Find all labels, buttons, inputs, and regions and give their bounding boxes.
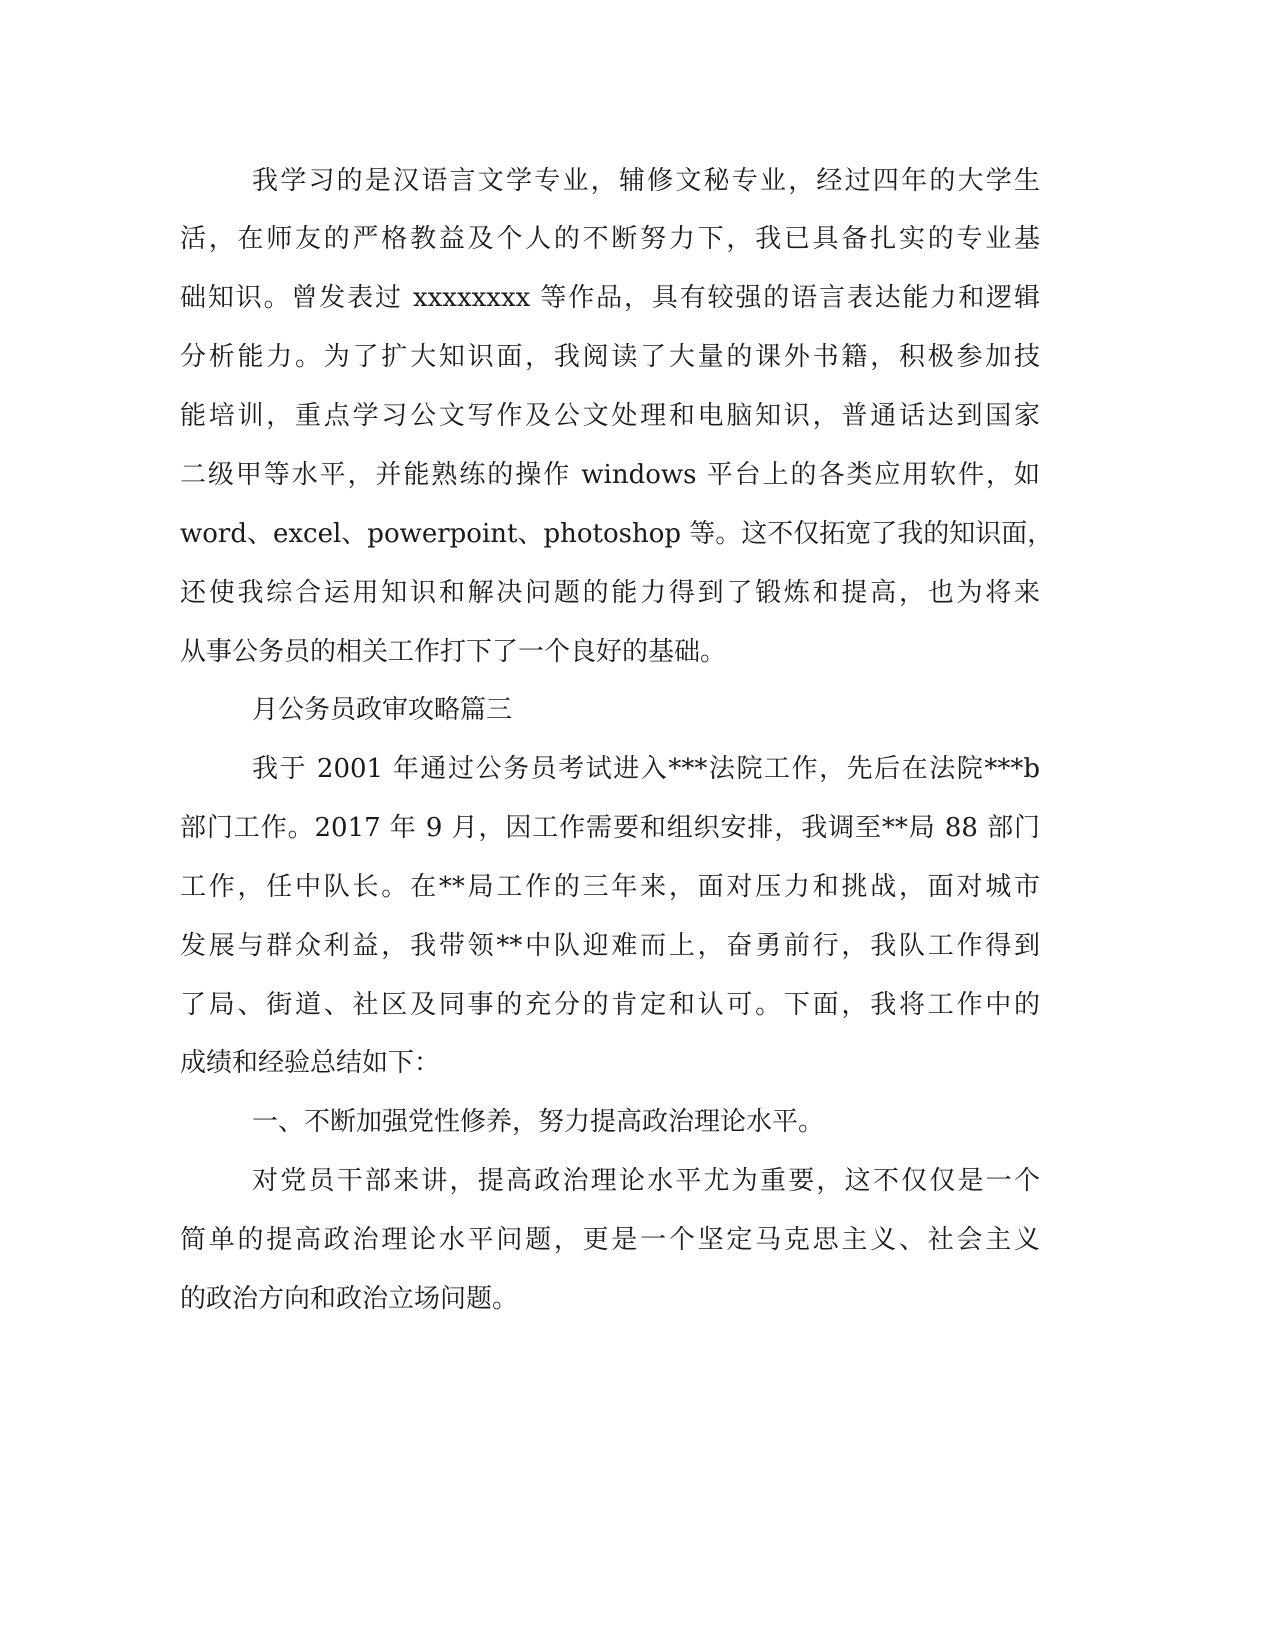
paragraph-line: 二级甲等水平，并能熟练的操作 windows 平台上的各类应用软件，如 bbox=[180, 460, 1040, 490]
paragraph-line: 部门工作。2017 年 9 月，因工作需要和组织安排，我调至**局 88 部门 bbox=[180, 813, 1040, 843]
paragraph-line: 简单的提高政治理论水平问题，更是一个坚定马克思主义、社会主义 bbox=[180, 1225, 1040, 1255]
paragraph-line: 还使我综合运用知识和解决问题的能力得到了锻炼和提高，也为将来 bbox=[180, 578, 1040, 608]
paragraph-line: 我于 2001 年通过公务员考试进入***法院工作，先后在法院***b bbox=[252, 754, 1040, 784]
paragraph-line: 从事公务员的相关工作打下了一个良好的基础。 bbox=[180, 637, 727, 667]
paragraph-line: 我学习的是汉语言文学专业，辅修文秘专业，经过四年的大学生 bbox=[252, 166, 1040, 196]
paragraph-line: 成绩和经验总结如下： bbox=[180, 1048, 441, 1078]
paragraph-line: 了局、街道、社区及同事的充分的肯定和认可。下面，我将工作中的 bbox=[180, 990, 1040, 1020]
paragraph-line: 对党员干部来讲，提高政治理论水平尤为重要，这不仅仅是一个 bbox=[252, 1166, 1040, 1196]
paragraph-line: word、excel、powerpoint、photoshop 等。这不仅拓宽了我的知识面， bbox=[180, 519, 1054, 549]
paragraph-line: 础知识。曾发表过 xxxxxxxx 等作品，具有较强的语言表达能力和逻辑 bbox=[180, 283, 1040, 313]
paragraph-line: 的政治方向和政治立场问题。 bbox=[180, 1284, 519, 1314]
paragraph-line: 工作，任中队长。在**局工作的三年来，面对压力和挑战，面对城市 bbox=[180, 872, 1040, 902]
section-heading: 月公务员政审攻略篇三 bbox=[252, 695, 513, 725]
section-subheading: 一、不断加强党性修养，努力提高政治理论水平。 bbox=[252, 1107, 825, 1137]
paragraph-line: 发展与群众利益，我带领**中队迎难而上，奋勇前行，我队工作得到 bbox=[180, 931, 1040, 961]
paragraph-line: 活，在师友的严格教益及个人的不断努力下，我已具备扎实的专业基 bbox=[180, 224, 1040, 254]
paragraph-line: 分析能力。为了扩大知识面，我阅读了大量的课外书籍，积极参加技 bbox=[180, 342, 1040, 372]
paragraph-line: 能培训，重点学习公文写作及公文处理和电脑知识，普通话达到国家 bbox=[180, 401, 1040, 431]
